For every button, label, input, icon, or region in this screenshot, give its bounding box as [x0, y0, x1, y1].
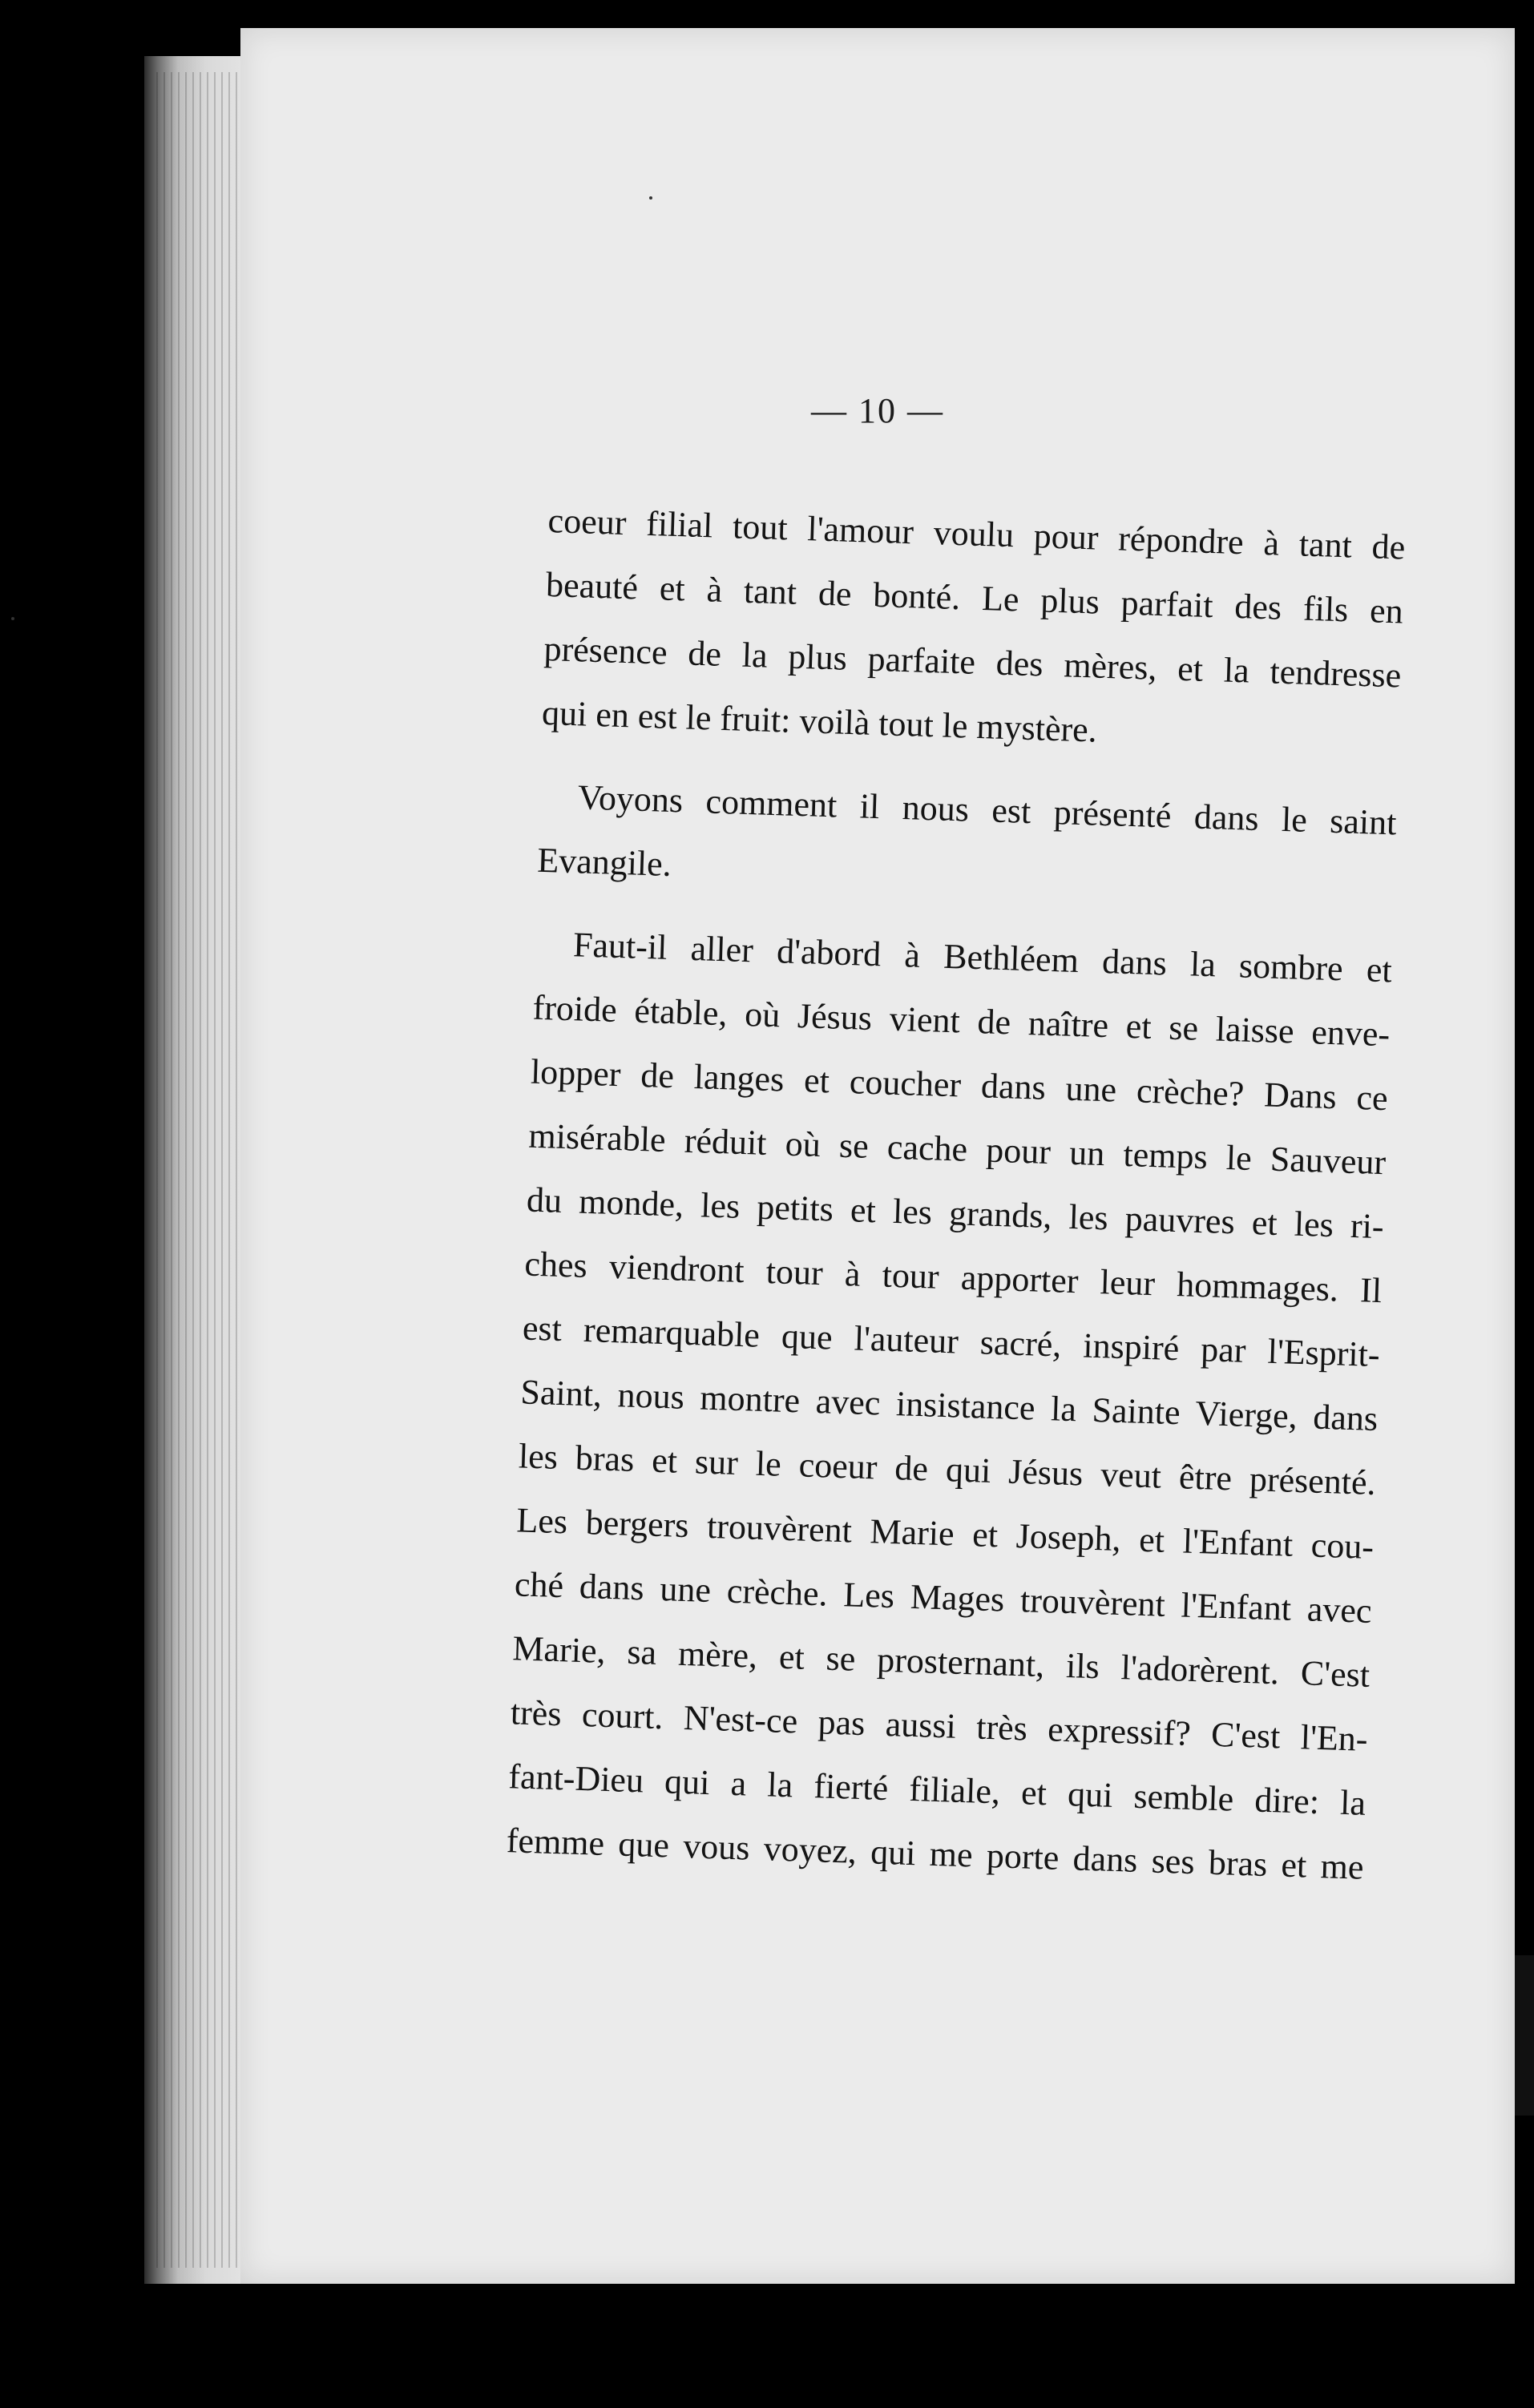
page-stack-edges — [156, 72, 244, 2268]
text-line: lopper de langes et coucher dans une crèche? Dans ce — [530, 1051, 1389, 1119]
text-line: misérable réduit où se cache pour un temps le Sauveur — [527, 1115, 1387, 1183]
text-line: Marie, sa mère, et se prosternant, ils l'adorèrent. C'est — [511, 1628, 1371, 1695]
text-line: très court. N'est-ce pas aussi très expressif? C'est l'En- — [510, 1692, 1369, 1759]
text-line: les bras et sur le coeur de qui Jésus veut être présenté. — [518, 1436, 1377, 1503]
text-line: froide étable, où Jésus vient de naître et se laisse enve- — [531, 987, 1391, 1055]
text-line: beauté et à tant de bonté. Le plus parfait des fils en — [545, 564, 1404, 631]
scan-edge-mark — [1515, 1955, 1534, 2116]
text-line: Les bergers trouvèrent Marie et Joseph, et l'Enfant cou- — [515, 1500, 1375, 1567]
text-line: ches viendront tour à tour apporter leur hommages. Il — [523, 1244, 1383, 1311]
text-line: femme que vous voyez, qui me porte dans ses bras et me — [506, 1821, 1365, 1887]
text-line: coeur filial tout l'amour voulu pour répondre à tant de — [547, 500, 1407, 567]
text-line: Saint, nous montre avec insistance la Sainte Vierge, dans — [519, 1372, 1379, 1439]
text-line: qui en est le fruit: voilà tout le mystère. — [541, 692, 1098, 750]
text-line: Voyons comment il nous est présenté dans le saint — [577, 777, 1398, 843]
text-line: Evangile. — [536, 840, 672, 885]
text-line: Faut-il aller d'abord à Bethléem dans la sombre et — [572, 925, 1393, 990]
paper-speck — [649, 196, 652, 200]
text-line: du monde, les petits et les grands, les pauvres et les ri- — [526, 1180, 1385, 1247]
text-line: ché dans une crèche. Les Mages trouvèrent l'Enfant avec — [514, 1564, 1373, 1631]
body-text — [506, 489, 1407, 1900]
book-page — [240, 28, 1515, 2284]
text-line: présence de la plus parfaite des mères, et la tendresse — [543, 628, 1402, 696]
text-line: fant-Dieu qui a la fierté filiale, et qui semble dire: la — [507, 1757, 1366, 1823]
text-line: est remarquable que l'auteur sacré, inspiré par l'Esprit- — [522, 1308, 1381, 1375]
scan-speck — [11, 617, 14, 620]
page-number: — 10 — — [811, 391, 944, 430]
